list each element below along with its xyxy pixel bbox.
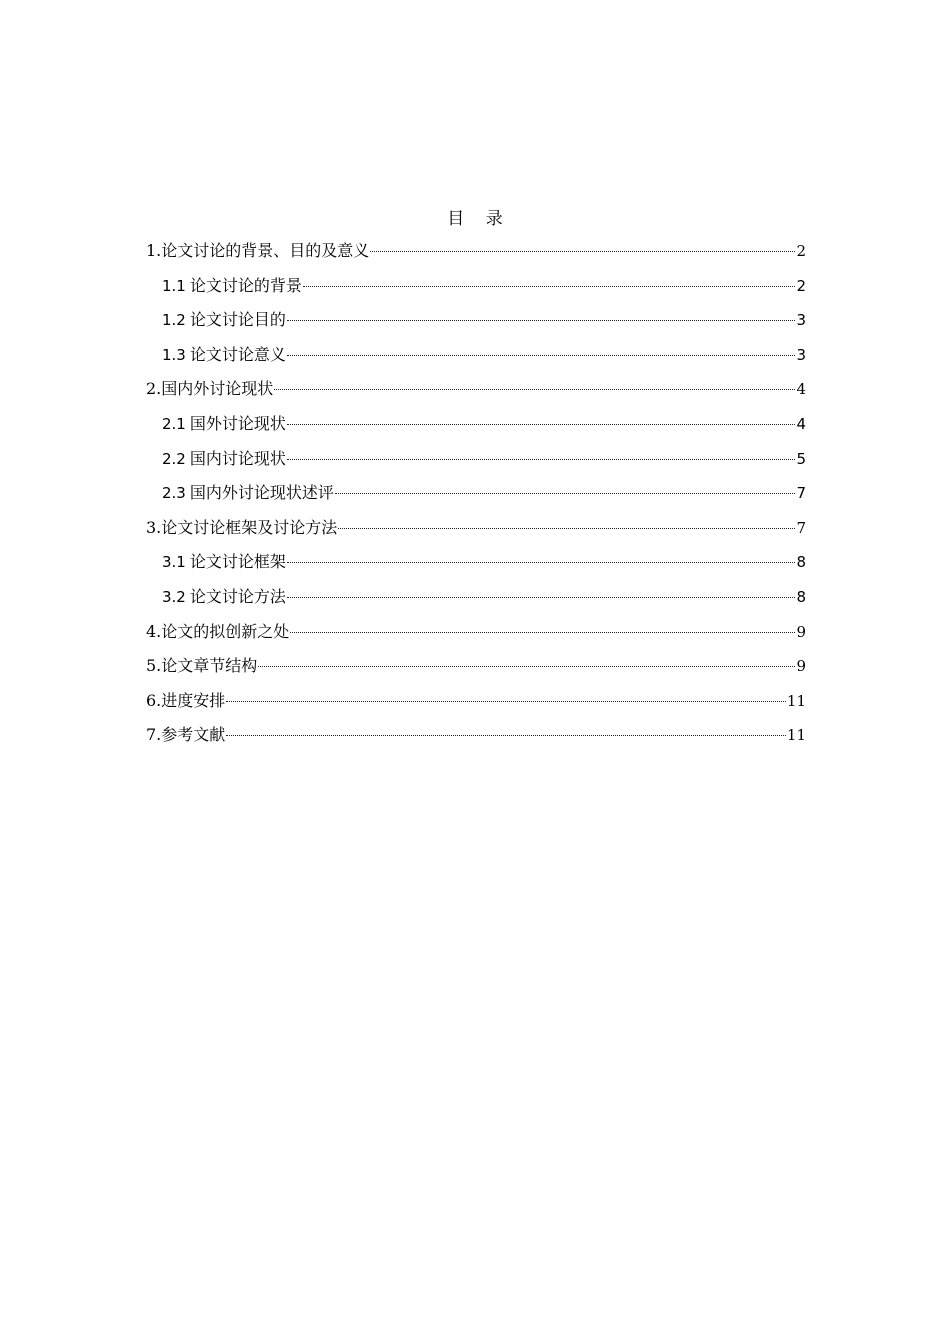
toc-entry-page: 3 — [796, 345, 806, 364]
toc-entry-number: 6. — [146, 690, 162, 710]
toc-entry-label: 进度安排 — [161, 690, 226, 710]
toc-dot-leader — [290, 632, 795, 633]
toc-entry-number: 4. — [146, 621, 162, 641]
toc-entry-number: 3. — [146, 517, 162, 537]
toc-entry-label: 论文讨论的背景 — [189, 275, 302, 295]
toc-entry-number: 2.3 — [162, 484, 186, 503]
toc-entry[interactable] — [146, 621, 806, 656]
toc-entry-label: 论文讨论目的 — [189, 310, 286, 330]
toc-entry-label: 国外讨论现状 — [189, 413, 286, 433]
toc-entry[interactable] — [146, 517, 806, 552]
toc-entry-page: 9 — [796, 657, 806, 676]
toc-entry-page: 11 — [786, 726, 806, 745]
toc-entry-page: 11 — [786, 691, 806, 710]
toc-entry-label: 国内外讨论现状述评 — [189, 483, 334, 503]
toc-dot-leader — [274, 389, 795, 390]
toc-entry-label: 论文讨论方法 — [189, 586, 286, 606]
toc-entry-page: 8 — [796, 587, 806, 606]
toc-entry-page: 3 — [796, 311, 806, 330]
toc-dot-leader — [287, 597, 796, 598]
toc-entry-page: 8 — [796, 553, 806, 572]
toc-entry[interactable] — [146, 551, 806, 586]
toc-entry-label: 论文讨论的背景、目的及意义 — [161, 241, 370, 260]
toc-entry-label: 论文讨论框架及讨论方法 — [161, 517, 338, 537]
toc-entry-number: 2. — [146, 379, 162, 399]
toc-title: 目 录 — [447, 209, 511, 229]
toc-entry[interactable] — [146, 724, 806, 759]
toc-entry-label: 参考文献 — [161, 725, 226, 745]
toc-entry-label: 国内讨论现状 — [189, 448, 286, 468]
toc-dot-leader — [226, 701, 786, 702]
toc-entry-page: 7 — [796, 484, 806, 503]
toc-entry-page: 7 — [796, 518, 806, 537]
toc-dot-leader — [258, 666, 795, 667]
toc-entry[interactable] — [146, 448, 806, 483]
toc-entry[interactable] — [146, 655, 806, 690]
toc-entry-number: 2.2 — [162, 449, 186, 468]
toc-entry-number: 5. — [146, 656, 162, 676]
toc-entry-number: 1.3 — [162, 345, 186, 364]
toc-entry[interactable] — [146, 482, 806, 517]
toc-entry[interactable] — [146, 690, 806, 725]
toc-entry-page: 5 — [796, 449, 806, 468]
toc-entry-page: 4 — [796, 380, 806, 399]
toc-entry-page: 4 — [796, 414, 806, 433]
toc-entry-number: 2.1 — [162, 414, 186, 433]
toc-entry-label: 论文的拟创新之处 — [161, 621, 290, 641]
toc-entry-number: 3.1 — [162, 553, 186, 572]
toc-entry[interactable] — [146, 275, 806, 310]
toc-entry-page: 2 — [796, 276, 806, 295]
toc-entry-number: 1.1 — [162, 276, 186, 295]
toc-entry-number: 3.2 — [162, 587, 186, 606]
toc-entry-page: 2 — [796, 242, 806, 260]
toc-entry[interactable] — [146, 378, 806, 413]
toc-dot-leader — [287, 355, 796, 356]
toc-entry[interactable] — [146, 586, 806, 621]
toc-entry-page: 9 — [796, 622, 806, 641]
toc-entry[interactable] — [146, 309, 806, 344]
toc-entry[interactable] — [146, 413, 806, 448]
toc-dot-leader — [303, 286, 796, 287]
toc-dot-leader — [335, 493, 796, 494]
toc-entry-number: 1.2 — [162, 311, 186, 330]
toc-dot-leader — [338, 528, 795, 529]
table-of-contents — [146, 240, 806, 759]
toc-entry-label: 论文讨论意义 — [189, 344, 286, 364]
toc-dot-leader — [287, 320, 796, 321]
toc-dot-leader — [287, 424, 796, 425]
toc-dot-leader — [287, 562, 796, 563]
toc-dot-leader — [226, 735, 786, 736]
toc-entry-label: 论文讨论框架 — [189, 552, 286, 572]
toc-entry-number: 1. — [146, 241, 162, 260]
toc-entry-label: 论文章节结构 — [161, 656, 258, 676]
toc-dot-leader — [370, 251, 795, 252]
toc-entry-label: 国内外讨论现状 — [161, 379, 274, 399]
toc-dot-leader — [287, 459, 796, 460]
toc-entry-number: 7. — [146, 725, 162, 745]
toc-entry[interactable] — [146, 240, 806, 275]
toc-entry[interactable] — [146, 344, 806, 379]
